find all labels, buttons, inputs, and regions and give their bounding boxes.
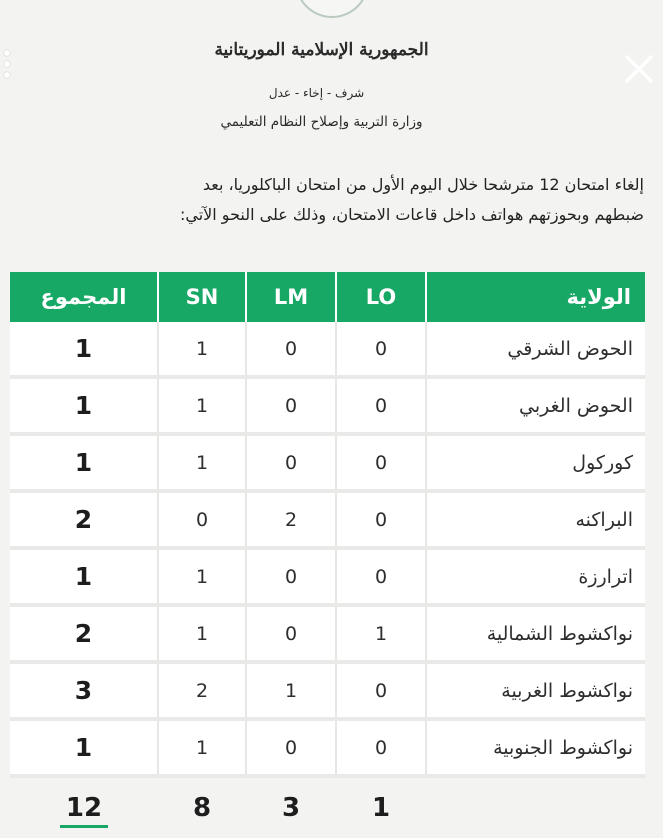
cell-sn: 1 [158,605,246,662]
header-sn: SN [158,272,246,322]
cell-lm: 0 [246,377,336,434]
table-row [10,491,645,548]
cell-lo: 0 [336,719,426,776]
cell-lm: 0 [246,322,336,377]
cell-wilaya: كوركول [426,434,645,491]
cell-lo: 0 [336,548,426,605]
intro-line-1: إلغاء امتحان 12 مترشحا خلال اليوم الأول من امتحان الباكلوريا، بعد [202,175,644,194]
cell-sn: 1 [158,322,246,377]
cell-lm: 0 [246,434,336,491]
table-row [10,548,645,605]
table-row [10,434,645,491]
cell-total: 1 [10,377,158,434]
header-wilaya: الولاية [426,272,645,322]
cell-lo: 1 [336,605,426,662]
cell-sn: 2 [158,662,246,719]
total-lm: 3 [246,776,336,838]
cell-total: 3 [10,662,158,719]
total-wilaya-empty [426,776,645,838]
cell-wilaya: الحوض الشرقي [426,322,645,377]
table-row [10,662,645,719]
cell-total: 2 [10,605,158,662]
republic-title: الجمهورية الإسلامية الموريتانية [214,40,429,60]
cell-sn: 1 [158,548,246,605]
emblem-seal [295,0,369,18]
cell-lo: 0 [336,322,426,377]
cell-total: 1 [10,434,158,491]
cell-lo: 0 [336,662,426,719]
cell-total: 1 [10,322,158,377]
cell-sn: 1 [158,719,246,776]
cell-wilaya: نواكشوط الشمالية [426,605,645,662]
ministry-name: وزارة التربية وإصلاح النظام التعليمي [220,114,423,130]
header-total: المجموع [10,272,158,322]
cell-sn: 1 [158,377,246,434]
table-row [10,377,645,434]
total-lo: 1 [336,776,426,838]
intro-line-2: ضبطهم وبحوزتهم هواتف داخل قاعات الامتحان، وذلك على النحو الآتي: [179,205,644,224]
cell-lo: 0 [336,434,426,491]
cell-wilaya: اترارزة [426,548,645,605]
cell-lm: 1 [246,662,336,719]
table-row [10,719,645,776]
cell-lo: 0 [336,377,426,434]
cell-wilaya: البراكنه [426,491,645,548]
cell-wilaya: نواكشوط الغربية [426,662,645,719]
table-header-row [10,272,645,322]
cell-lm: 0 [246,548,336,605]
intro-paragraph [14,170,644,230]
grand-total [10,776,158,838]
cell-sn: 1 [158,434,246,491]
totals-row [10,776,645,838]
cell-sn: 0 [158,491,246,548]
cell-total: 1 [10,548,158,605]
cell-lo: 0 [336,491,426,548]
cell-wilaya: الحوض الغربي [426,377,645,434]
results-table [10,272,645,838]
cell-lm: 0 [246,719,336,776]
cell-lm: 0 [246,605,336,662]
national-motto: شرف - إخاء - عدل [268,86,365,100]
total-sn: 8 [158,776,246,838]
table-row [10,605,645,662]
grand-total-value: 12 [60,793,108,828]
table-row [10,322,645,377]
cell-wilaya: نواكشوط الجنوبية [426,719,645,776]
header-lm: LM [246,272,336,322]
cell-lm: 2 [246,491,336,548]
header-lo: LO [336,272,426,322]
cell-total: 2 [10,491,158,548]
cell-total: 1 [10,719,158,776]
